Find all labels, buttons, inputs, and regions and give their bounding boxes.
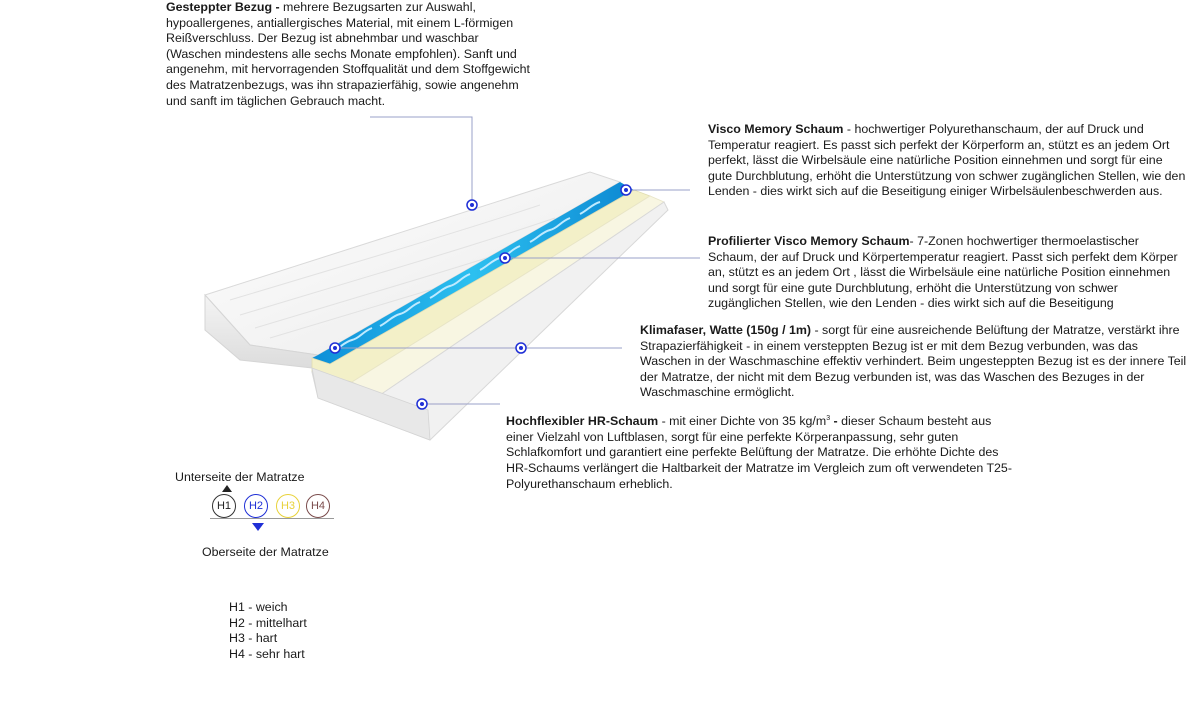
hr-description xyxy=(506,411,1016,492)
hr-dash: - xyxy=(830,414,842,429)
hr-text-b: dieser Schaum besteht aus einer Vielzahl von Luftblasen, sorgt für eine perfekte Körperanpassung, sehr guten Schlafkomfort und garantiert eine perfekte Belüftung der Matratze. Die erhöhte Dichte des HR-Schaums verlängert die Haltbarkeit der Matratze im Vergleich zum oft verwendeten T25-Polyurethanschaum erheblich. xyxy=(506,414,1012,491)
hardness-h4: H4 xyxy=(306,494,330,518)
klima-text: - sorgt für eine ausreichende Belüftung der Matratze, verstärkt ihre Strapazierfähigkeit - in einem versteppten Bezug ist er mit dem Bezug verbunden, was das Waschen in der Waschmaschine effektiv verhindert. Beim ungesteppten Bezug ist es der innere Teil der Matratze, der nicht mit dem Bezug verbunden ist, was das Waschen des Bezuges in der Waschmaschine ermöglicht. xyxy=(640,323,1187,400)
hardness-h3: H3 xyxy=(276,494,300,518)
hr-title: Hochflexibler HR-Schaum xyxy=(506,414,659,429)
hardness-baseline xyxy=(210,518,334,519)
arrow-down-icon xyxy=(252,523,264,531)
visco-title: Visco Memory Schaum xyxy=(708,122,844,136)
hr-superscript: 3 xyxy=(826,415,831,422)
profiled-text: - 7-Zonen hochwertiger thermoelastischer Schaum, der auf Druck und Körpertemperatur reagiert. Passt sich perfekt dem Körper an, stützt es an jedem Ort , lässt die Wirbelsäule eine natürliche Position einnehmen und sorgt für eine gute Durchblutung, erhöht die Unterstützung von schwer zugänglichen Stellen, wie den Lenden - dies wirkt sich auf die Beseitigung xyxy=(708,234,1178,311)
hardness-scale xyxy=(210,492,338,524)
klima-description xyxy=(640,323,1192,401)
top-side-label: Oberseite der Matratze xyxy=(202,545,329,559)
profiled-title: Profilierter Visco Memory Schaum xyxy=(708,234,910,248)
arrow-up-icon xyxy=(222,485,232,492)
definition-h1: H1 - weich xyxy=(229,600,288,614)
definition-h2: H2 - mittelhart xyxy=(229,615,307,630)
hardness-h2: H2 xyxy=(244,494,268,518)
profiled-description xyxy=(708,234,1188,312)
klima-title: Klimafaser, Watte (150g / 1m) xyxy=(640,323,812,337)
bottom-side-label: Unterseite der Matratze xyxy=(175,470,305,484)
hardness-definitions xyxy=(229,600,307,662)
hr-text-a: - mit einer Dichte von 35 kg/m xyxy=(658,414,827,429)
cover-title: Gesteppter Bezug - xyxy=(166,0,280,14)
hardness-h1: H1 xyxy=(212,494,236,518)
cover-text: mehrere Bezugsarten zur Auswahl, hypoallergenes, antiallergisches Material, mit einem L-förmigen Reißverschluss. Der Bezug ist abnehmbar und waschbar (Waschen mindestens alle sechs Monate empfohlen). Sanft und angenehm, mit hervorragenden Stoffqualität und dem Stoffgewicht des Matratzenbezugs, was ihn strapazierfähig, sowie angenehm und sanft im täglichen Gebrauch macht. xyxy=(166,0,530,108)
definition-h4: H4 - sehr hart xyxy=(229,646,305,661)
visco-description xyxy=(708,122,1188,200)
visco-text: - hochwertiger Polyurethanschaum, der auf Druck und Temperatur reagiert. Es passt sich perfekt der Körperform an, stützt es an jedem Ort perfekt, lässt die Wirbelsäule eine natürliche Position einnehmen und sorgt für eine gute Durchblutung, erhöht die Unterstützung von schwer zugänglichen Stellen, wie den Lenden - dies wirkt sich auf die Beseitigung einiger Wirbelsäulenbeschwerden aus. xyxy=(708,122,1186,199)
cover-description xyxy=(166,0,536,109)
definition-h3: H3 - hart xyxy=(229,631,278,646)
